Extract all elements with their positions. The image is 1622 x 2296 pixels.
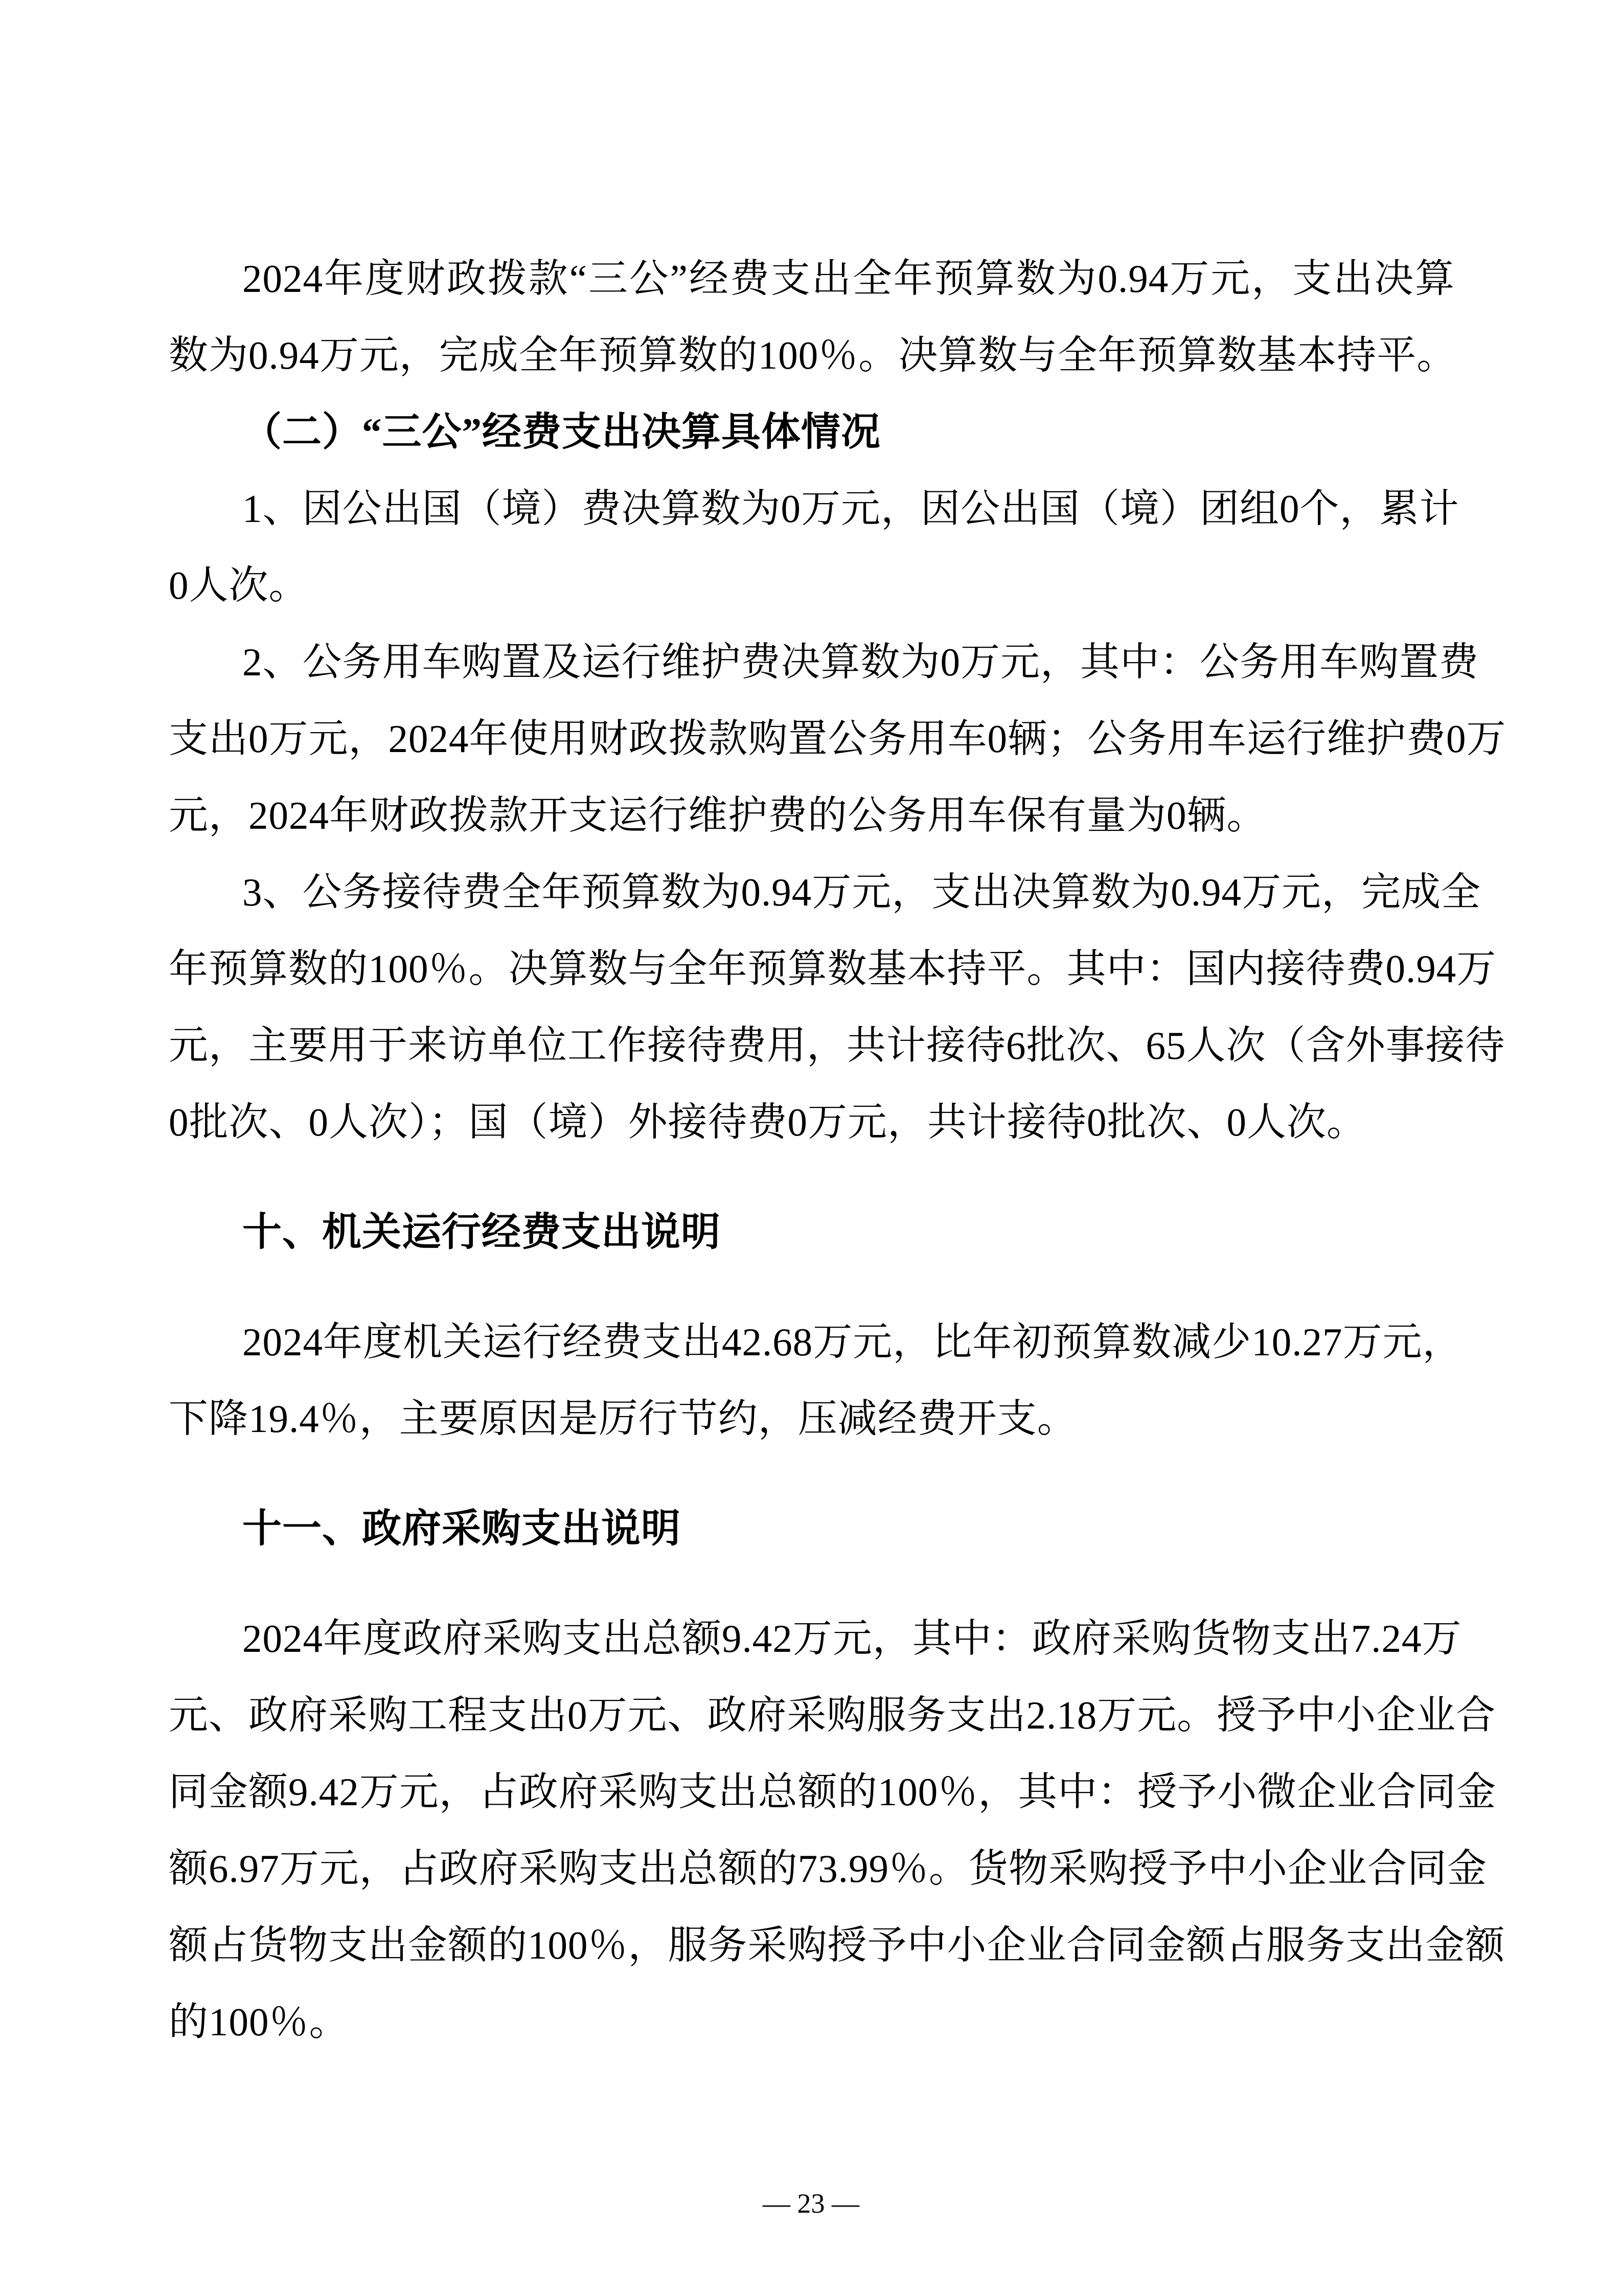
paragraph-line: 的100％。 xyxy=(169,2000,349,2044)
section-heading-11: 十一、政府采购支出说明 xyxy=(242,1507,681,1551)
paragraph-line: 元，主要用于来访单位工作接待费用，共计接待6批次、65人次（含外事接待 xyxy=(169,1024,1505,1067)
section-heading-10: 十、机关运行经费支出说明 xyxy=(242,1210,721,1254)
paragraph-line: 数为0.94万元，完成全年预算数的100％。决算数与全年预算数基本持平。 xyxy=(169,333,1457,377)
paragraph-line: 元，2024年财政拨款开支运行维护费的公务用车保有量为0辆。 xyxy=(169,793,1267,837)
paragraph-line: 下降19.4％，主要原因是厉行节约，压减经费开支。 xyxy=(169,1397,1077,1441)
paragraph-line: 同金额9.42万元，占政府采购支出总额的100％，其中：授予小微企业合同金 xyxy=(169,1770,1497,1814)
paragraph-line: 元、政府采购工程支出0万元、政府采购服务支出2.18万元。授予中小企业合 xyxy=(169,1693,1496,1737)
paragraph-line: 2024年度政府采购支出总额9.42万元，其中：政府采购货物支出7.24万 xyxy=(242,1617,1462,1661)
paragraph-line: 3、公务接待费全年预算数为0.94万元，支出决算数为0.94万元，完成全 xyxy=(242,870,1481,914)
paragraph-line: 2024年度机关运行经费支出42.68万元，比年初预算数减少10.27万元， xyxy=(242,1320,1463,1364)
paragraph-line: 额6.97万元，占政府采购支出总额的73.99％。货物采购授予中小企业合同金 xyxy=(169,1847,1487,1891)
paragraph-line: 额占货物支出金额的100％，服务采购授予中小企业合同金额占服务支出金额 xyxy=(169,1923,1505,1967)
paragraph-line: 年预算数的100％。决算数与全年预算数基本持平。其中：国内接待费0.94万 xyxy=(169,947,1497,991)
paragraph-line: 1、因公出国（境）费决算数为0万元，因公出国（境）团组0个，累计 xyxy=(242,487,1459,531)
page-content xyxy=(169,240,1506,2060)
paragraph-line: 0人次。 xyxy=(169,563,309,607)
paragraph-line: 0批次、0人次）；国（境）外接待费0万元，共计接待0批次、0人次。 xyxy=(169,1100,1366,1144)
paragraph-line: 2024年度财政拨款“三公”经费支出全年预算数为0.94万元，支出决算 xyxy=(242,257,1455,301)
subheading-three-public-details: （二）“三公”经费支出决算具体情况 xyxy=(242,410,881,454)
paragraph-line: 2、公务用车购置及运行维护费决算数为0万元，其中：公务用车购置费 xyxy=(242,640,1479,684)
paragraph-line: 支出0万元，2024年使用财政拨款购置公务用车0辆；公务用车运行维护费0万 xyxy=(169,717,1506,761)
page-number: — 23 — xyxy=(763,2188,859,2219)
